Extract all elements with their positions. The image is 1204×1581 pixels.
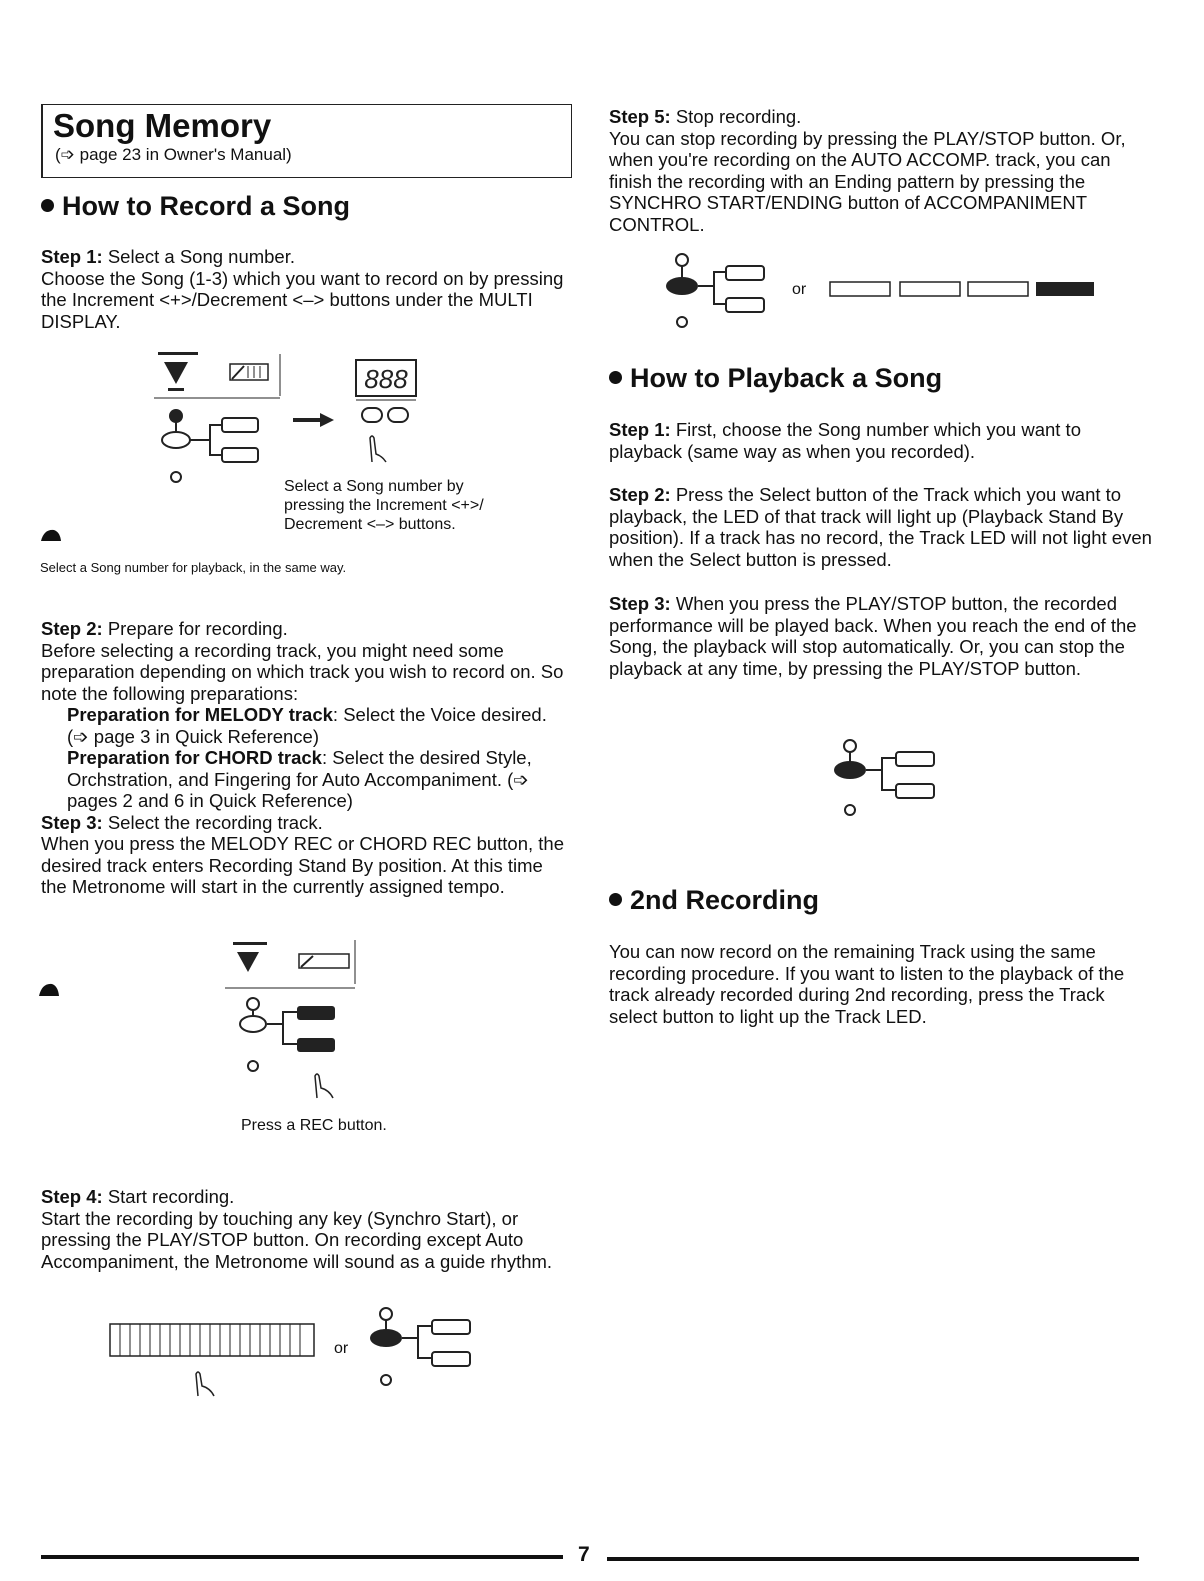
song-memory-icon [233,942,267,972]
play-stop-button-icon [240,998,266,1071]
fig3-caption: Press a REC button. [241,1117,387,1134]
note-hand-icon [40,527,62,543]
page-reference: (➩ page 23 in Owner's Manual) [55,145,292,164]
fig1-note: Select a Song number for playback, in the same way. [40,560,347,575]
playback-step1: Step 1: First, choose the Song number which you want to playback (same way as when you recorded). [609,419,1081,462]
fig4-or: or [334,1340,349,1357]
finger-pointer-icon [315,1074,333,1098]
bullet-icon [609,893,622,906]
note-hand-icon-2 [38,980,60,998]
footer-rule-left [41,1555,563,1559]
rec-button-diagram [225,936,365,1106]
song-memory-icon [158,352,198,391]
song-memory-logo [230,364,268,380]
finger-pointer-icon [370,436,386,462]
record-step5: Step 5: Stop recording. You can stop recording by pressing the PLAY/STOP button. Or, when you're recording on the AUTO ACCOMP. track, you can finish the recording with an Ending pattern by pressing the SYNCHRO START/ENDING button of ACCOMPANIMENT CONTROL. [609,106,1126,235]
play-stop-lit-icon-2 [660,252,770,332]
song-memory-logo [299,954,349,968]
page-number: 7 [578,1543,590,1566]
title-box [41,104,572,178]
record-step1: Step 1: Select a Song number. Choose the Song (1-3) which you want to record on by pressing the Increment <+>/Decrement <–> buttons under the MULTI DISPLAY. [41,246,564,332]
record-step2: Step 2: Prepare for recording. Before selecting a recording track, you might need some preparation depending on which track you wish to record on. So note the following preparations: Preparation for MELODY track: Select the Voice desired. (➩ page 3 in Quick Reference) Preparation for CHORD track: Select the desired Style, Orchstration, and Fingering for Auto Accompaniment. (➩ pages 2 and 6 in Quick Reference) Step 3: Select the recording track. When you press the MELODY REC or CHORD REC button, the desired track enters Recording Stand By position. At this time the Metronome will start in the currently assigned tempo. [41,618,564,897]
song-select-diagram [150,350,440,490]
second-recording-heading: 2nd Recording [609,884,819,916]
arrow-right-icon [293,413,334,427]
playback-heading: How to Playback a Song [609,362,942,394]
footer-rule-right [607,1557,1139,1561]
svg-text:888: 888 [364,364,408,394]
playback-step2: Step 2: Press the Select button of the Track which you want to playback, the LED of that track will light up (Playback Stand By position). If a track has no record, the Track LED will not light even when the Select button is pressed. [609,484,1152,570]
record-step4: Step 4: Start recording. Start the recording by touching any key (Synchro Start), or pressing the PLAY/STOP button. On recording except Auto Accompaniment, the Metronome will sound as a guide rhythm. [41,1186,553,1272]
accompaniment-control-buttons [826,272,1098,302]
rec-buttons-icon [190,418,258,462]
step5-or: or [792,281,807,298]
finger-pointer-icon [196,1372,214,1396]
bullet-icon [41,199,54,212]
playback-step3: Step 3: When you press the PLAY/STOP button, the recorded performance will be played back. When you reach the end of the Song, the playback will stop automatically. Or, you can stop the playback at any time, by pressing the PLAY/STOP button. [609,593,1137,679]
multi-display-icon [356,360,416,400]
second-recording-body: You can now record on the remaining Track using the same recording procedure. If you want to listen to the playback of the track already recorded during 2nd recording, press the Track select button to light up the Track LED. [609,941,1125,1027]
increment-decrement-buttons-icon [362,408,408,422]
record-heading: How to Record a Song [41,190,350,222]
rec-buttons-lit-icon [267,1006,335,1052]
play-stop-button-icon [162,409,190,482]
fig1-caption: Select a Song number by pressing the Increment <+>/ Decrement <–> buttons. [284,478,484,533]
play-stop-lit-icon [360,1306,480,1390]
keyboard-icon [108,1318,318,1398]
page-title: Song Memory [53,107,272,144]
play-stop-lit-icon-3 [826,738,946,818]
bullet-icon [609,371,622,384]
